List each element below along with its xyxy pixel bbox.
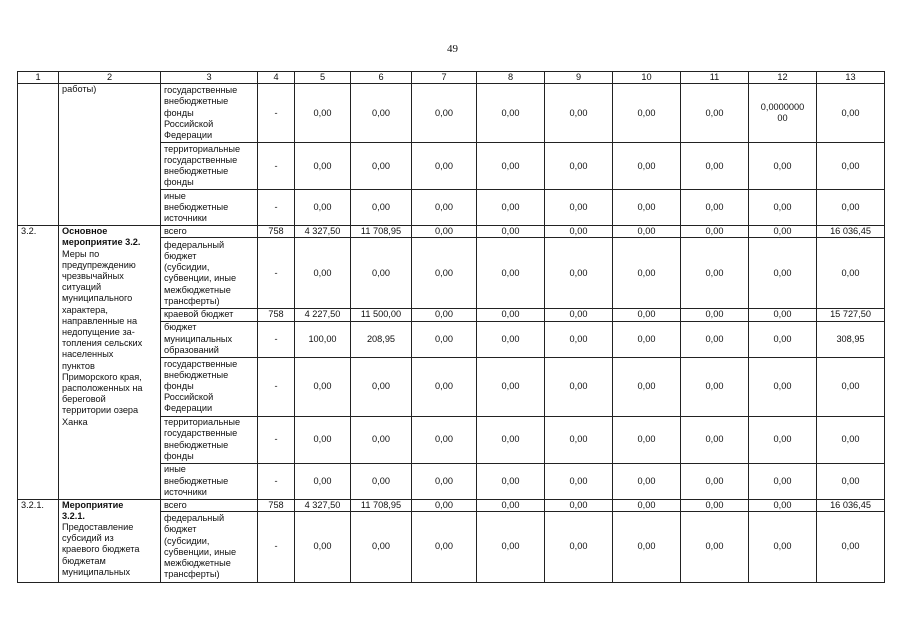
value-cell: 0,00 [749,499,817,511]
cell-line: внебюджетные [164,475,229,486]
funding-source [161,463,258,499]
cell-line: субвенции, иные [164,546,237,557]
cell-line: государственные [164,155,238,165]
value-cell: 0,00 [351,357,412,416]
value-cell: 0,00 [412,226,477,238]
value-cell: 0,00 [477,416,545,463]
cell-line: краевой бюджет [164,309,234,320]
table-row [18,226,885,238]
value-cell: 0,00 [681,309,749,321]
cell-line: государственные [164,428,238,439]
cell-line: Приморского края, [62,371,142,382]
column-header: 6 [351,72,412,84]
value-cell: 0,00 [681,226,749,238]
value-cell: - [258,357,295,416]
cell-line: межбюджетные [164,558,231,569]
column-header: 8 [477,72,545,84]
value-cell: 0,00 [351,238,412,309]
cell-line: федеральный [164,513,225,524]
value-cell: 0,00 [477,321,545,357]
value-cell: 0,00 [817,511,885,582]
page-number: 49 [447,43,458,55]
value-cell: 0,00 [681,357,749,416]
funding-source [161,357,258,416]
value-cell: 0,00 [613,416,681,463]
value-cell: - [258,143,295,190]
cell-line: работы) [62,84,97,95]
value-cell: 0,00 [477,143,545,190]
value-cell: 0,00 [351,463,412,499]
cell-line: федеральный [164,239,225,250]
value-cell: 308,95 [817,321,885,357]
value-cell: 0,00 [351,190,412,226]
cell-line: (субсидии, [164,535,210,546]
budget-table [17,71,885,583]
value-cell: 0,00 [412,143,477,190]
cell-line: муниципального [62,293,133,304]
value-cell: 0,00 [412,84,477,143]
cell-line: внебюджетные [164,439,229,450]
value-cell: - [258,238,295,309]
value-cell: 16 036,45 [817,226,885,238]
value-cell: 0,00 [295,463,351,499]
cell-line: Федерации [164,130,213,140]
funding-source [161,416,258,463]
cell-line: краевого бюджета [62,544,140,555]
value-cell: 0,00 [545,238,613,309]
cell-line: ситуаций [62,282,102,293]
cell-line: бюджет [164,524,197,535]
value-cell: 11 708,95 [351,226,412,238]
value-cell: 0,00 [295,84,351,143]
cell-line: 00 [777,113,788,124]
value-cell: - [258,511,295,582]
value-cell: 0,00 [817,238,885,309]
value-cell: 0,00 [749,143,817,190]
cell-line: пунктов [62,360,95,371]
cell-line: источники [164,486,207,497]
value-cell: 0,00 [749,190,817,226]
funding-source [161,321,258,357]
value-cell: 0,00 [545,357,613,416]
value-cell: 0,00 [295,190,351,226]
value-cell: 0,00 [412,190,477,226]
value-cell: 15 727,50 [817,309,885,321]
value-cell: 0,00 [351,143,412,190]
cell-line: субсидий из [62,533,114,544]
value-cell: 208,95 [351,321,412,357]
cell-line: недопущение за- [62,327,135,338]
value-cell: 0,00 [477,84,545,143]
funding-source [161,190,258,226]
cell-line: Ханка [62,416,88,427]
cell-line: образований [164,344,219,355]
cell-line: бюджетам [62,555,106,566]
value-cell: 0,00 [545,321,613,357]
value-cell: 4 227,50 [295,309,351,321]
funding-source [161,226,258,238]
cell-line: трансферты) [164,295,220,306]
cell-line: муниципальных [164,333,233,344]
value-cell: 0,00 [817,143,885,190]
cell-line: береговой [62,394,106,405]
cell-line: Меры по [62,248,100,259]
value-cell: 0,00 [477,463,545,499]
cell-line: фонды [164,450,194,461]
cell-line: иные [164,464,186,475]
value-cell: 0,00 [412,416,477,463]
cell-line: предупреждению [62,259,136,270]
funding-source [161,511,258,582]
cell-line: трансферты) [164,569,220,580]
cell-line: бюджет [164,322,197,333]
value-cell: 0,00 [749,463,817,499]
column-header: 3 [161,72,258,84]
value-cell: 0,00 [545,309,613,321]
value-cell: 0,00 [412,463,477,499]
value-cell: 758 [258,309,295,321]
value-cell: 0,00 [613,238,681,309]
cell-line: Мероприятие [62,499,124,510]
value-cell: 0,00 [477,499,545,511]
value-cell: 0,00 [613,499,681,511]
value-cell: 0,00 [545,511,613,582]
cell-line: внебюджетные [164,96,229,107]
value-cell: 0,00 [681,190,749,226]
cell-line: мероприятие 3.2. [62,237,141,248]
value-cell: 0,00 [412,238,477,309]
value-cell: 0,00 [477,190,545,226]
activity-name [59,226,161,499]
value-cell: 0,00 [613,463,681,499]
cell-line: территориальные [164,143,241,154]
value-cell: 0,00 [681,511,749,582]
cell-line: территории озера [62,405,139,416]
value-cell: 0,00 [412,499,477,511]
value-cell: 0,00 [817,463,885,499]
funding-source [161,238,258,309]
value-cell: 0,00 [545,463,613,499]
value-cell: 0,00 [351,511,412,582]
value-cell: 4 327,50 [295,226,351,238]
cell-line: источники [164,213,207,224]
value-cell: 0,00 [817,84,885,143]
value-cell: 0,00 [412,357,477,416]
value-cell: 0,00 [351,84,412,143]
column-header: 7 [412,72,477,84]
value-cell: 0,00 [613,84,681,143]
value-cell: 0,00 [295,238,351,309]
value-cell: 0,00 [681,463,749,499]
cell-line: внебюджетные [164,166,229,177]
cell-line: Российской [164,118,214,129]
value-cell: 0,00 [545,190,613,226]
cell-line: муниципальных [62,566,131,577]
cell-line: фонды [164,177,194,188]
value-cell: 0,00 [613,511,681,582]
value-cell: 0,00 [817,416,885,463]
value-cell: 0,00 [412,511,477,582]
column-header: 4 [258,72,295,84]
cell-line: расположенных на [62,383,143,394]
value-cell: 0,00 [545,84,613,143]
funding-source [161,143,258,190]
column-header: 11 [681,72,749,84]
value-cell: - [258,321,295,357]
cell-line: территориальные [164,417,241,428]
value-cell: 0,00 [681,143,749,190]
value-cell: 0,00 [295,357,351,416]
value-cell: 0,00 [749,238,817,309]
cell-line: Федерации [164,403,213,414]
value-cell: 11 708,95 [351,499,412,511]
value-cell: 0,00 [477,357,545,416]
column-header: 10 [613,72,681,84]
row-number: 3.2.1. [18,499,59,582]
value-cell: 0,00 [477,309,545,321]
value-cell: 0,00 [545,143,613,190]
cell-line: фонды [164,381,194,391]
value-cell: 0,00 [613,357,681,416]
value-cell: 0,00 [749,357,817,416]
value-cell: - [258,190,295,226]
value-cell: 0,00 [613,226,681,238]
column-header: 9 [545,72,613,84]
value-cell: 0,00 [613,309,681,321]
value-cell: 11 500,00 [351,309,412,321]
value-cell: - [258,84,295,143]
cell-line: внебюджетные [164,369,229,380]
value-cell: 758 [258,499,295,511]
cell-line: 0,0000000 [760,102,805,112]
value-cell: 0,00 [681,416,749,463]
cell-line: Предоставление [62,522,134,533]
row-number [18,84,59,226]
cell-line: населенных [62,349,114,360]
value-cell: 0,00 [613,321,681,357]
value-cell: 0,00 [477,226,545,238]
value-cell: 0,00 [681,321,749,357]
value-cell: 100,00 [295,321,351,357]
cell-line: Российской [164,392,214,403]
value-cell: 0,00 [351,416,412,463]
funding-source [161,499,258,511]
value-cell: 0,00 [545,499,613,511]
value-cell: 0,00 [295,511,351,582]
value-cell: 0,00 [749,416,817,463]
column-header: 5 [295,72,351,84]
value-cell: 758 [258,226,295,238]
column-header: 12 [749,72,817,84]
activity-name [59,499,161,582]
cell-line: государственные [164,358,238,369]
value-cell: 0,00 [412,321,477,357]
cell-line: (субсидии, [164,262,210,273]
value-cell: 0,00 [681,84,749,143]
value-cell: - [258,463,295,499]
column-header: 2 [59,72,161,84]
cell-line: 3.2.1. [62,510,85,521]
value-cell: 0,00 [613,143,681,190]
cell-line: чрезвычайных [62,271,124,282]
cell-line: фонды [164,107,194,118]
value-cell: 0,00 [749,226,817,238]
activity-name [59,84,161,226]
value-cell [749,84,817,143]
cell-line: бюджет [164,251,197,261]
value-cell: 4 327,50 [295,499,351,511]
cell-line: государственные [164,85,238,96]
cell-line: всего [164,226,187,237]
value-cell: 0,00 [295,416,351,463]
column-header: 13 [817,72,885,84]
value-cell: 16 036,45 [817,499,885,511]
cell-line: топления сельских [62,338,143,349]
value-cell: 0,00 [749,309,817,321]
value-cell: - [258,416,295,463]
value-cell: 0,00 [412,309,477,321]
funding-source [161,309,258,321]
header-row [18,72,885,84]
cell-line: всего [164,499,187,510]
value-cell: 0,00 [477,511,545,582]
table-row [18,84,885,143]
value-cell: 0,00 [295,143,351,190]
value-cell: 0,00 [681,238,749,309]
cell-line: Основное [62,226,108,237]
value-cell: 0,00 [545,416,613,463]
value-cell: 0,00 [749,321,817,357]
cell-line: межбюджетные [164,284,231,295]
value-cell: 0,00 [477,238,545,309]
table-row [18,499,885,511]
column-header: 1 [18,72,59,84]
row-number: 3.2. [18,226,59,499]
value-cell: 0,00 [545,226,613,238]
cell-line: иные [164,190,186,201]
value-cell: 0,00 [817,357,885,416]
value-cell: 0,00 [749,511,817,582]
cell-line: внебюджетные [164,202,229,213]
value-cell: 0,00 [817,190,885,226]
funding-source [161,84,258,143]
value-cell: 0,00 [681,499,749,511]
cell-line: направленные на [62,315,138,326]
cell-line: характера, [62,304,108,315]
cell-line: субвенции, иные [164,273,237,284]
value-cell: 0,00 [613,190,681,226]
